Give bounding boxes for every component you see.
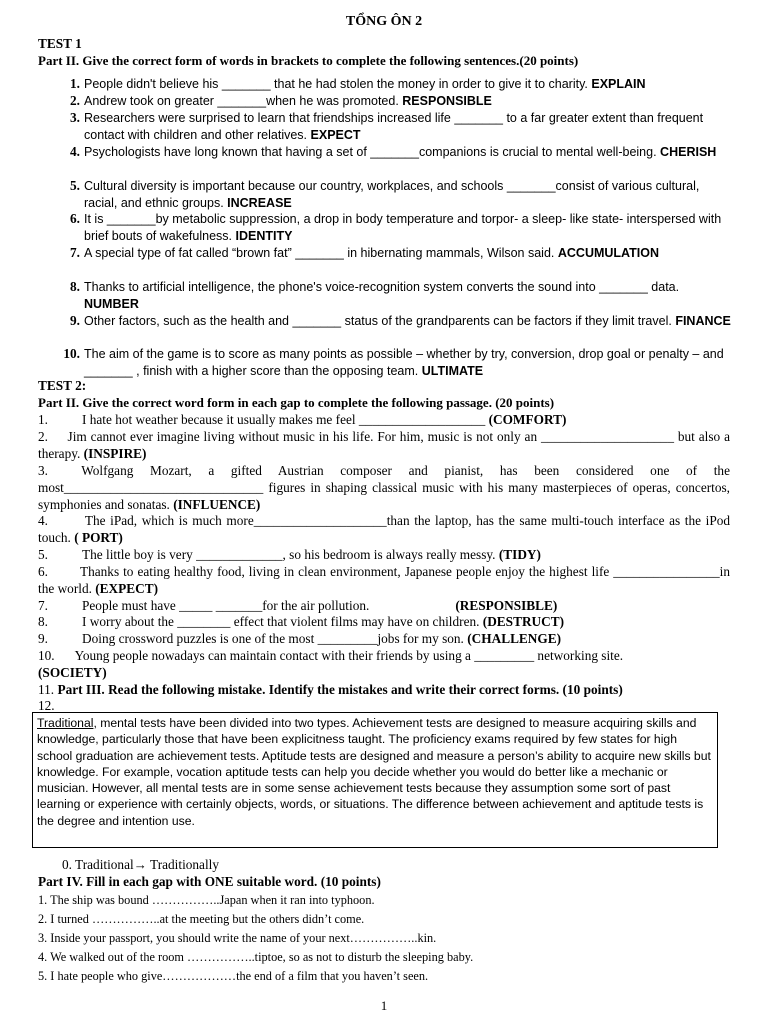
item-number: 3. [38,463,48,478]
part3-heading [38,682,623,698]
part4-instruction: Part IV. Fill in each gap with ONE suitable word. (10 points) [38,874,381,889]
list-item [38,648,730,682]
item-number: 6. [70,211,80,226]
item-word: ACCUMULATION [557,246,660,260]
item-word: (CHALLENGE) [467,631,562,646]
item-number: 2. [70,93,80,108]
item-word: RESPONSIBLE [402,94,492,108]
item-word: NUMBER [84,297,139,311]
item-number: 4. [70,144,80,159]
item-word: INCREASE [227,196,292,210]
part3-instruction: Part III. Read the following mistake. Identify the mistakes and write their correct forms. (10 points) [57,682,623,697]
item-number: 1. [38,412,48,427]
list-item [38,429,730,463]
item-word: ( PORT) [74,529,123,545]
item-number: 2. [38,429,48,444]
list-item [38,513,730,547]
item-number: 9. [70,313,80,328]
list-item: 1. The ship was bound ……………..Japan when it ran into typhoon. [38,893,375,907]
list-item [38,564,730,598]
item-number: 10. [38,648,55,663]
item-word: EXPECT [310,128,361,142]
test1-instruction: Part II. Give the correct form of words in brackets to complete the following sentences.(20 points) [38,53,579,68]
item-text: The aim of the game is to score as many points as possible – whether by try, conversion, drop goal or penalty – and _______ , finish with a higher score than the opposing team. [84,347,724,378]
item-word: EXPLAIN [591,77,646,91]
item-word: (SOCIETY) [38,664,107,680]
item-text: People must have _____ _______for the air pollution. [82,598,370,613]
item-text: Thanks to eating healthy food, living in clean environment, Japanese people enjoy the highest life ________________in the world. [38,564,731,596]
list-item: 3. Inside your passport, you should write the name of your next……………..kin. [38,931,437,945]
test2-instruction: Part II. Give the correct word form in each gap to complete the following passage. (20 points) [38,395,555,410]
item-text: The little boy is very _____________, so his bedroom is always really messy. [82,547,496,562]
page-number: 1 [380,998,388,1013]
item-text: I hate hot weather because it usually makes me feel ___________________ [82,412,486,427]
item-text: Thanks to artificial intelligence, the phone's voice-recognition system converts the sound into _______ data. [84,280,680,294]
item-number: 7. [70,245,80,260]
item-text: Andrew took on greater _______when he was promoted. [84,94,399,108]
item-word: ULTIMATE [421,364,484,378]
item-text: People didn't believe his _______ that he had stolen the money in order to give it to charity. [84,77,588,91]
item-number: 5. [38,547,48,562]
item-text: I worry about the ________ effect that violent films may have on children. [82,614,480,629]
item-text: Jim cannot ever imagine living without music in his life. For him, music is not only an ____________________ but also a therapy. [38,429,731,461]
item-number: 4. [38,513,48,528]
item-word: (TIDY) [498,547,541,562]
list-item: 5. I hate people who give………………the end of a film that you haven’t seen. [38,969,429,983]
test1-label: TEST 1 [38,36,82,51]
item-number: 8. [70,279,80,294]
item-word: (DESTRUCT) [482,614,565,629]
item-text: Cultural diversity is important because our country, workplaces, and schools _______consist of various cultural, racial, and ethnic groups. [84,179,700,210]
item-word: (RESPONSIBLE) [455,598,558,613]
item-text: Young people nowadays can maintain contact with their friends by using a _________ networking site. [74,648,624,663]
page-title: TỔNG ÔN 2 [345,14,423,29]
item-text: Other factors, such as the health and _______ status of the grandparents can be factors if they limit travel. [84,314,672,328]
item-number: 3. [70,110,80,125]
item-text: The iPad, which is much more____________________than the laptop, has the same multi-touch interface as the iPod touch. [38,513,731,545]
item-number: 1. [70,76,80,91]
item-number: 9. [38,631,48,646]
item-text: It is _______by metabolic suppression, a drop in body temperature and torpor- a sleep- like state- interspersed with brief bouts of wakefulness. [84,212,722,243]
item-word: IDENTITY [235,229,293,243]
passage-box [32,712,718,848]
item-number: 12. [38,698,55,713]
item-number: 6. [38,564,48,579]
item-number: 7. [38,598,48,613]
item-word: (INSPIRE) [83,445,147,461]
item-number: 5. [70,178,80,193]
item-number: 11. [38,682,55,697]
passage-first-word: Traditional [37,716,94,730]
item-text: Wolfgang Mozart, a gifted Austrian composer and pianist, has been considered one of the most______________________________ figures in shaping classical music with his many masterpieces of operas, concertos, symphonies and sonatas. [38,463,730,512]
part3-example: 0. Traditional→ Traditionally [62,857,219,872]
item-text: Psychologists have long known that having a set of _______companions is crucial to mental well-being. [84,145,657,159]
item-word: (INFLUENCE) [173,496,261,512]
item-word: (COMFORT) [488,412,567,427]
list-item [38,463,730,513]
item-text: Doing crossword puzzles is one of the most _________jobs for my son. [82,631,464,646]
item-word: FINANCE [675,314,731,328]
item-word: (EXPECT) [95,580,159,596]
item-number: 10. [63,346,80,361]
list-item: 4. We walked out of the room ……………..tiptoe, so as not to disturb the sleeping baby. [38,950,474,964]
test2-label: TEST 2: [38,378,87,393]
list-item: 2. I turned ……………..at the meeting but the others didn’t come. [38,912,365,926]
item-text: A special type of fat called “brown fat” _______ in hibernating mammals, Wilson said. [84,246,555,260]
passage-text: , mental tests have been divided into two types. Achievement tests are designed to measure acquiring skills and knowledge, particularly those that have been explicitness taught. The proficiency exams required by few states for high school graduation are achievement tests. Aptitude tests are designed and measure a person’s ability to acquire new skills but knowledge. For example, vocation aptitude tests can help you decide whether you would do better like a mechanic or musician. However, all mental tests are in some sense achievement tests because they assumption some sort of past learning or experience with certainly objects, words, or situations. The difference between achievement and aptitude tests is the degree and intention use. [37,716,711,828]
item-number: 8. [38,614,48,629]
item-text: Researchers were surprised to learn that friendships increased life _______ to a far greater extent than frequent contact with children and other relatives. [84,111,704,142]
item-word: CHERISH [660,145,717,159]
